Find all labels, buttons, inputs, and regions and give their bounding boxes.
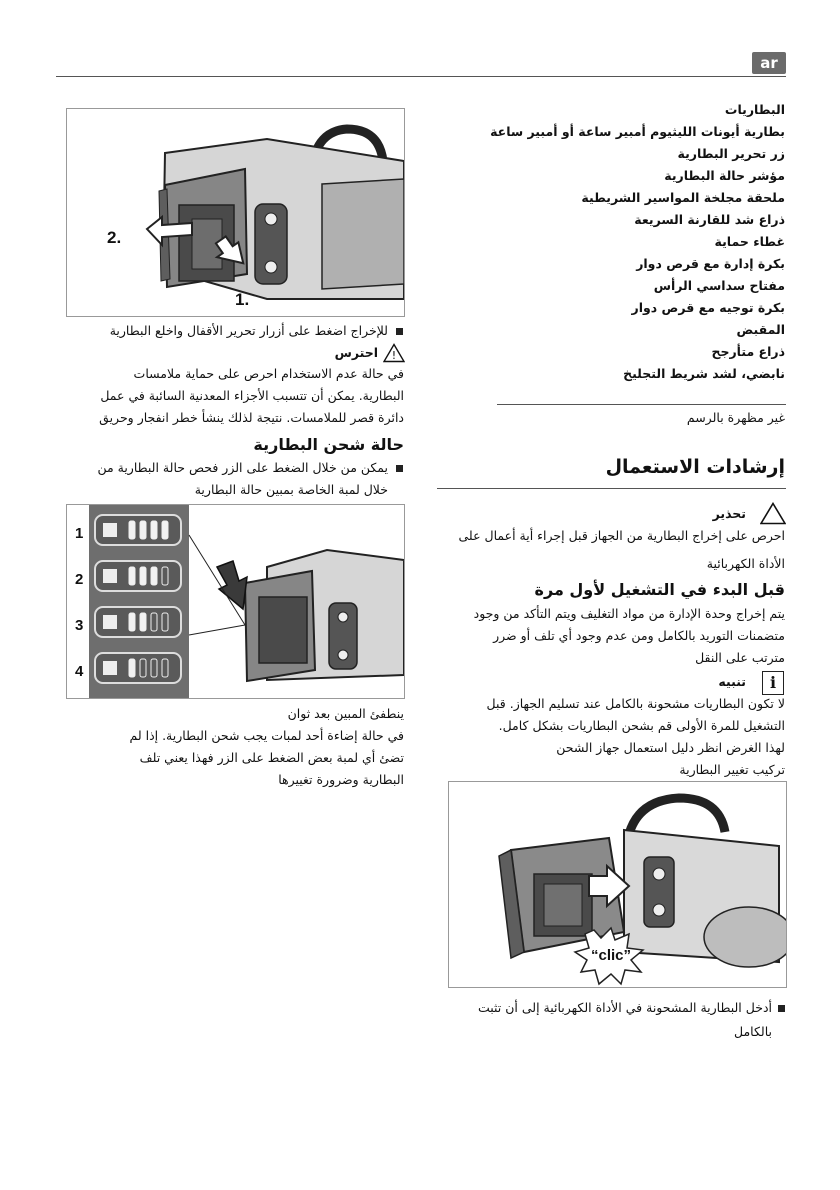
component-item: مفتاح سداسي الرأس (653, 278, 785, 293)
footnote-divider (497, 404, 786, 405)
language-badge: ar (752, 52, 786, 74)
after-line: في حالة إضاءة أحد لمبات يجب شحن البطارية. إذا لم (129, 728, 404, 743)
caution-line: البطارية. يمكن أن تتسبب الأجزاء المعدنية السائبة في عمل (100, 388, 404, 403)
component-item: ملحقة مجلخة المواسير الشريطية (581, 190, 785, 205)
insert-bullet-line: أدخل البطارية المشحونة في الأداة الكهربائية إلى أن تثبت (477, 1000, 772, 1015)
usage-section-title: إرشادات الاستعمال (605, 456, 785, 478)
warning-triangle-icon (760, 502, 786, 525)
after-line: تضئ أي لمبة بعض الضغط على الزر فهذا يعني تلف (139, 750, 404, 765)
component-item: ذراع متأرجح (711, 344, 785, 359)
caution-line: دائرة قصر للملامسات. نتيجة لذلك ينشأ خطر انفجار وحريق (99, 410, 404, 425)
info-icon: i (762, 671, 784, 695)
charge-indicator-figure (66, 504, 405, 699)
bullet-marker (396, 328, 403, 335)
led-lit (129, 613, 135, 631)
led-lit (151, 567, 157, 585)
component-item: بكرة إدارة مع قرص دوار (636, 256, 785, 271)
component-item: نابضي، لشد شريط التجليخ (623, 366, 785, 381)
led-lit (129, 567, 135, 585)
charge-state-line: خلال لمبة الخاصة بمبين حالة البطارية (194, 482, 388, 497)
led-lit (129, 521, 135, 539)
led-row-number: 4 (75, 663, 84, 680)
release-bullet-text: للإخراج اضغط على أزرار تحرير الأقفال واخلع البطارية (109, 323, 388, 338)
footnote-text: غير مظهرة بالرسم (686, 410, 785, 425)
led-lit (162, 521, 168, 539)
note-line: التشغيل للمرة الأولى قم بشحن البطاريات بشكل كامل. (498, 718, 785, 733)
insert-bullet-line: بالكامل (734, 1024, 772, 1039)
led-lit (151, 521, 157, 539)
header-divider (56, 76, 786, 77)
svg-text:!: ! (391, 349, 397, 362)
component-item: المقبض (736, 322, 785, 337)
battery-insert-figure (448, 781, 787, 988)
note-line: لهذا الغرض انظر دليل استعمال جهاز الشحن (556, 740, 785, 755)
caution-triangle-icon (383, 343, 405, 363)
click-label: “clic” (590, 947, 632, 964)
component-item: بكرة توجيه مع قرص دوار (631, 300, 785, 315)
first-use-line: يتم إخراج وحدة الإدارة من مواد التغليف ويتم التأكد من وجود (473, 606, 785, 621)
caution-title: احترس (334, 345, 378, 360)
caution-line: في حالة عدم الاستخدام احرص على حماية ملامسات (133, 366, 404, 381)
component-item: بطارية أيونات الليثيوم أمبير ساعة أو أمبير ساعة (490, 124, 785, 139)
battery-change-title: تركيب تغيير البطارية (679, 762, 785, 777)
step-label-2: 2. (107, 228, 122, 247)
led-row-number: 2 (75, 571, 84, 588)
component-item: غطاء حماية (714, 234, 785, 249)
led-lit (140, 613, 146, 631)
first-use-line: متضمنات التوريد بالكامل ومن عدم وجود أي تلف أو ضرر (493, 628, 785, 643)
warning-line: احرص على إخراج البطارية من الجهاز قبل إجراء أية أعمال على (458, 528, 785, 543)
led-lit (140, 521, 146, 539)
note-title: تنبيه (718, 674, 746, 689)
battery-icon (103, 615, 117, 629)
component-item: زر تحرير البطارية (677, 146, 785, 161)
after-line: البطارية وضرورة تغييرها (278, 772, 404, 787)
component-item: مؤشر حالة البطارية (664, 168, 785, 183)
battery-release-figure (66, 108, 405, 317)
component-item: ذراع شد للقارنة السريعة (634, 212, 785, 227)
step-label-1: 1. (235, 290, 250, 309)
note-line: لا تكون البطاريات مشحونة بالكامل عند تسليم الجهاز. قبل (486, 696, 785, 711)
charge-state-line: يمكن من خلال الضغط على الزر فحص حالة البطارية من (97, 460, 388, 475)
led-row-number: 1 (75, 525, 84, 542)
warning-line: الأداة الكهربائية (706, 556, 785, 571)
component-item: البطاريات (724, 102, 785, 117)
warning-title: تحذير (712, 506, 746, 521)
led-lit (129, 659, 135, 677)
section-divider (437, 488, 786, 489)
first-use-title: قبل البدء في التشغيل لأول مرة (534, 580, 785, 599)
bullet-marker (778, 1005, 785, 1012)
battery-icon (103, 661, 117, 675)
battery-icon (103, 523, 117, 537)
charge-state-title: حالة شحن البطارية (253, 435, 404, 454)
bullet-marker (396, 465, 403, 472)
led-row-number: 3 (75, 617, 84, 634)
after-line: ينطفئ المبين بعد ثوان (287, 706, 404, 721)
battery-icon (103, 569, 117, 583)
first-use-line: مترتب على النقل (695, 650, 785, 665)
led-lit (140, 567, 146, 585)
